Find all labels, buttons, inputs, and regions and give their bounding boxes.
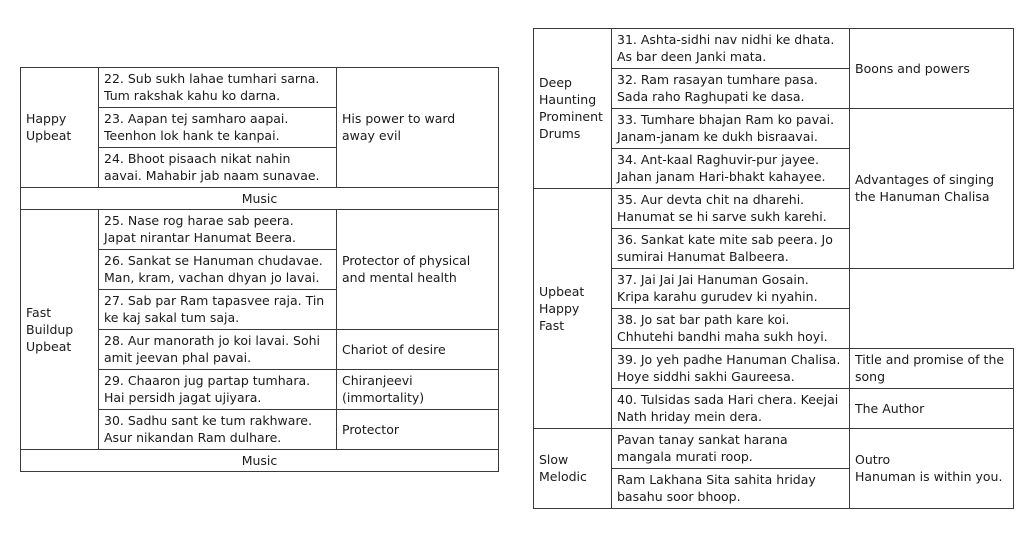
theme-cell: Protector bbox=[337, 410, 499, 450]
table-row bbox=[534, 429, 1014, 469]
table-row bbox=[534, 29, 1014, 69]
verse-cell: Pavan tanay sankat harana mangala murati roop. bbox=[612, 429, 850, 469]
verse-cell: 36. Sankat kate mite sab peera. Jo sumirai Hanumat Balbeera. bbox=[612, 229, 850, 269]
theme-cell: Protector of physical and mental health bbox=[337, 210, 499, 330]
verse-cell: 37. Jai Jai Jai Hanuman Gosain. Kripa karahu gurudev ki nyahin. bbox=[612, 269, 850, 309]
verse-cell: 39. Jo yeh padhe Hanuman Chalisa. Hoye siddhi sakhi Gaureesa. bbox=[612, 349, 850, 389]
verse-cell: 25. Nase rog harae sab peera. Japat nirantar Hanumat Beera. bbox=[99, 210, 337, 250]
verse-cell: 35. Aur devta chit na dharehi. Hanumat se hi sarve sukh karehi. bbox=[612, 189, 850, 229]
left-verse-table bbox=[20, 67, 499, 472]
verse-cell: 34. Ant-kaal Raghuvir-pur jayee. Jahan janam Hari-bhakt kahayee. bbox=[612, 149, 850, 189]
verse-cell: 30. Sadhu sant ke tum rakhware. Asur nikandan Ram dulhare. bbox=[99, 410, 337, 450]
verse-cell: Ram Lakhana Sita sahita hriday basahu soor bhoop. bbox=[612, 469, 850, 509]
verse-cell: 23. Aapan tej samharo aapai. Teenhon lok hank te kanpai. bbox=[99, 108, 337, 148]
theme-cell: Advantages of singing the Hanuman Chalisa bbox=[850, 109, 1014, 269]
theme-cell: Outro Hanuman is within you. bbox=[850, 429, 1014, 509]
verse-cell: 31. Ashta-sidhi nav nidhi ke dhata. As bar deen Janki mata. bbox=[612, 29, 850, 69]
music-style-cell: Deep Haunting Prominent Drums bbox=[534, 29, 612, 189]
table-row bbox=[21, 188, 499, 210]
verse-cell: 29. Chaaron jug partap tumhara. Hai persidh jagat ujiyara. bbox=[99, 370, 337, 410]
music-style-cell: Happy Upbeat bbox=[21, 68, 99, 188]
theme-cell: Chariot of desire bbox=[337, 330, 499, 370]
music-style-cell: Slow Melodic bbox=[534, 429, 612, 509]
verse-cell: 28. Aur manorath jo koi lavai. Sohi amit jeevan phal pavai. bbox=[99, 330, 337, 370]
table-row bbox=[21, 68, 499, 108]
verse-cell: 40. Tulsidas sada Hari chera. Keejai Nath hriday mein dera. bbox=[612, 389, 850, 429]
verse-cell: 26. Sankat se Hanuman chudavae. Man, kram, vachan dhyan jo lavai. bbox=[99, 250, 337, 290]
verse-cell: 32. Ram rasayan tumhare pasa. Sada raho Raghupati ke dasa. bbox=[612, 69, 850, 109]
verse-cell: 22. Sub sukh lahae tumhari sarna. Tum rakshak kahu ko darna. bbox=[99, 68, 337, 108]
music-interlude-cell: Music bbox=[21, 450, 499, 472]
theme-cell: The Author bbox=[850, 389, 1014, 429]
music-style-cell: Fast Buildup Upbeat bbox=[21, 210, 99, 450]
verse-cell: 33. Tumhare bhajan Ram ko pavai. Janam-janam ke dukh bisraavai. bbox=[612, 109, 850, 149]
verse-cell: 24. Bhoot pisaach nikat nahin aavai. Mahabir jab naam sunavae. bbox=[99, 148, 337, 188]
table-row bbox=[21, 210, 499, 250]
verse-cell: 27. Sab par Ram tapasvee raja. Tin ke kaj sakal tum saja. bbox=[99, 290, 337, 330]
right-verse-table bbox=[533, 28, 1014, 509]
verse-cell: 38. Jo sat bar path kare koi. Chhutehi bandhi maha sukh hoyi. bbox=[612, 309, 850, 349]
theme-cell: Boons and powers bbox=[850, 29, 1014, 109]
table-row bbox=[21, 450, 499, 472]
theme-cell: Chiranjeevi (immortality) bbox=[337, 370, 499, 410]
theme-cell: His power to ward away evil bbox=[337, 68, 499, 188]
music-style-cell: Upbeat Happy Fast bbox=[534, 189, 612, 429]
theme-cell: Title and promise of the song bbox=[850, 349, 1014, 389]
music-interlude-cell: Music bbox=[21, 188, 499, 210]
